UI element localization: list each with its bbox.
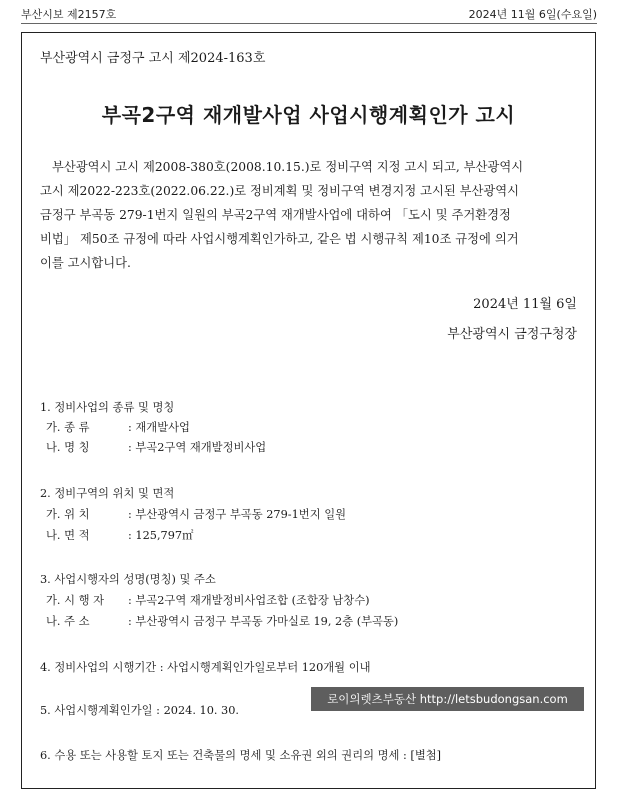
item-1b-label: 나. 명 칭 bbox=[46, 441, 90, 454]
body-line: 부산광역시 고시 제2008-380호(2008.10.15.)로 정비구역 지정 고시 되고, 부산광역시 bbox=[52, 160, 524, 174]
item-3a bbox=[40, 592, 370, 608]
item-1a-label: 가. 종 류 bbox=[46, 421, 90, 434]
item-2b bbox=[40, 527, 193, 543]
item-5: 5. 사업시행계획인가일 : 2024. 10. 30. bbox=[40, 704, 240, 717]
item-6: 6. 수용 또는 사용할 토지 또는 건축물의 명세 및 소유권 외의 권리의 명세 : [별첨] bbox=[40, 749, 442, 762]
notice-title: 부곡2구역 재개발사업 사업시행계획인가 고시 bbox=[101, 103, 516, 127]
item-2-heading: 2. 정비구역의 위치 및 면적 bbox=[40, 487, 175, 500]
watermark-banner: 로이의렛츠부동산 http://letsbudongsan.com bbox=[311, 687, 584, 711]
item-3a-label: 가. 시 행 자 bbox=[46, 594, 105, 607]
body-line: 금정구 부곡동 279-1번지 일원의 부곡2구역 재개발사업에 대하여 「도시 및 주거환경정 bbox=[40, 208, 511, 222]
gazette-issue: 부산시보 제2157호 bbox=[21, 8, 117, 21]
notice-body bbox=[40, 157, 523, 277]
item-1a-value: : 재개발사업 bbox=[128, 421, 190, 434]
item-3b bbox=[40, 613, 398, 629]
notice-frame bbox=[21, 32, 596, 789]
item-3b-value: : 부산광역시 금정구 부곡동 가마실로 19, 2층 (부곡동) bbox=[128, 615, 399, 628]
body-line: 이를 고시합니다. bbox=[40, 256, 131, 270]
item-1b bbox=[40, 439, 266, 455]
item-2b-label: 나. 면 적 bbox=[46, 529, 90, 542]
item-3a-value: : 부곡2구역 재개발정비사업조합 (조합장 남창수) bbox=[128, 594, 370, 607]
item-2a-label: 가. 위 치 bbox=[46, 508, 90, 521]
notice-date: 2024년 11월 6일 bbox=[473, 297, 577, 312]
running-header bbox=[0, 0, 617, 24]
item-3-heading: 3. 사업시행자의 성명(명칭) 및 주소 bbox=[40, 573, 216, 586]
item-2b-value: : 125,797㎡ bbox=[128, 529, 194, 542]
body-line: 고시 제2022-223호(2022.06.22.)로 정비계획 및 정비구역 변경지정 고시된 부산광역시 bbox=[40, 184, 520, 198]
item-3b-label: 나. 주 소 bbox=[46, 615, 90, 628]
gazette-date: 2024년 11월 6일(수요일) bbox=[468, 8, 597, 21]
item-2a bbox=[40, 506, 346, 522]
notice-issuer: 부산광역시 금정구청장 bbox=[447, 327, 577, 342]
item-1b-value: : 부곡2구역 재개발정비사업 bbox=[128, 441, 267, 454]
item-1-heading: 1. 정비사업의 종류 및 명칭 bbox=[40, 401, 175, 414]
item-2a-value: : 부산광역시 금정구 부곡동 279-1번지 일원 bbox=[128, 508, 347, 521]
notice-number: 부산광역시 금정구 고시 제2024-163호 bbox=[40, 51, 266, 66]
body-line: 비법」 제50조 규정에 따라 사업시행계획인가하고, 같은 법 시행규칙 제10조 규정에 의거 bbox=[40, 232, 519, 246]
item-1a bbox=[40, 419, 190, 435]
header-divider bbox=[21, 23, 597, 24]
item-4: 4. 정비사업의 시행기간 : 사업시행계획인가일로부터 120개월 이내 bbox=[40, 661, 371, 674]
